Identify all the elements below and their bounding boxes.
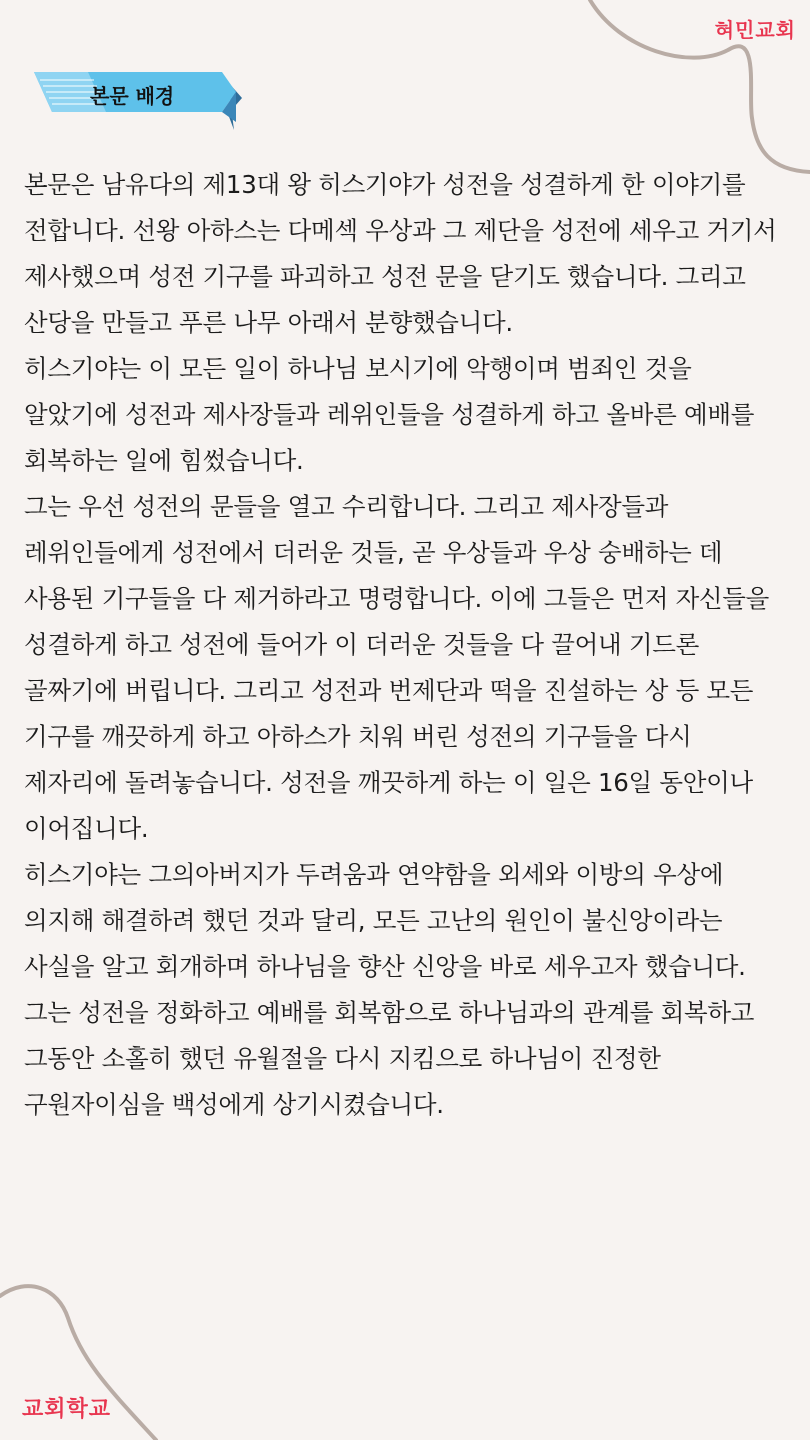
paragraph-4: 히스기야는 그의아버지가 두려움과 연약함을 외세와 이방의 우상에 의지해 해결하려 했던 것과 달리, 모든 고난의 원인이 불신앙이라는 사실을 알고 회개하며 하나님을 향산 신앙을 바로 세우고자 했습니다. 그는 성전을 정화하고 예배를 회복함으로 하나님과의 관계를 회복하고 그동안 소홀히 했던 유월절을 다시 지킴으로 하나님이 진정한 구원자이심을 백성에게 상기시켰습니다. — [24, 860, 755, 1119]
paragraph-1: 본문은 남유다의 제13대 왕 히스기야가 성전을 성결하게 한 이야기를 전합니다. 선왕 아하스는 다메섹 우상과 그 제단을 성전에 세우고 거기서 제사했으며 성전 기구를 파괴하고 성전 문을 닫기도 했습니다. 그리고 산당을 만들고 푸른 나무 아래서 분향했습니다. — [24, 170, 777, 337]
church-school-logo-bottom: 교회학교 — [22, 1397, 112, 1422]
section-title: 본문 배경 — [90, 84, 175, 108]
church-logo-top: 혀민교회 — [714, 18, 796, 42]
paragraph-2: 히스기야는 이 모든 일이 하나님 보시기에 악행이며 범죄인 것을 알았기에 성전과 제사장들과 레위인들을 성결하게 하고 올바른 예배를 회복하는 일에 힘썼습니다. — [24, 354, 755, 475]
main-text — [24, 162, 792, 1128]
section-banner — [30, 70, 242, 132]
paragraph-3: 그는 우선 성전의 문들을 열고 수리합니다. 그리고 제사장들과 레위인들에게 성전에서 더러운 것들, 곧 우상들과 우상 숭배하는 데 사용된 기구들을 다 제거하라고 명령합니다. 이에 그들은 먼저 자신들을 성결하게 하고 성전에 들어가 이 더러운 것들을 다 끌어내 기드론 골짜기에 버립니다. 그리고 성전과 번제단과 떡을 진설하는 상 등 모든 기구를 깨끗하게 하고 아하스가 치워 버린 성전의 기구들을 다시 제자리에 돌려놓습니다. 성전을 깨끗하게 하는 이 일은 16일 동안이나 이어집니다. — [24, 492, 770, 843]
